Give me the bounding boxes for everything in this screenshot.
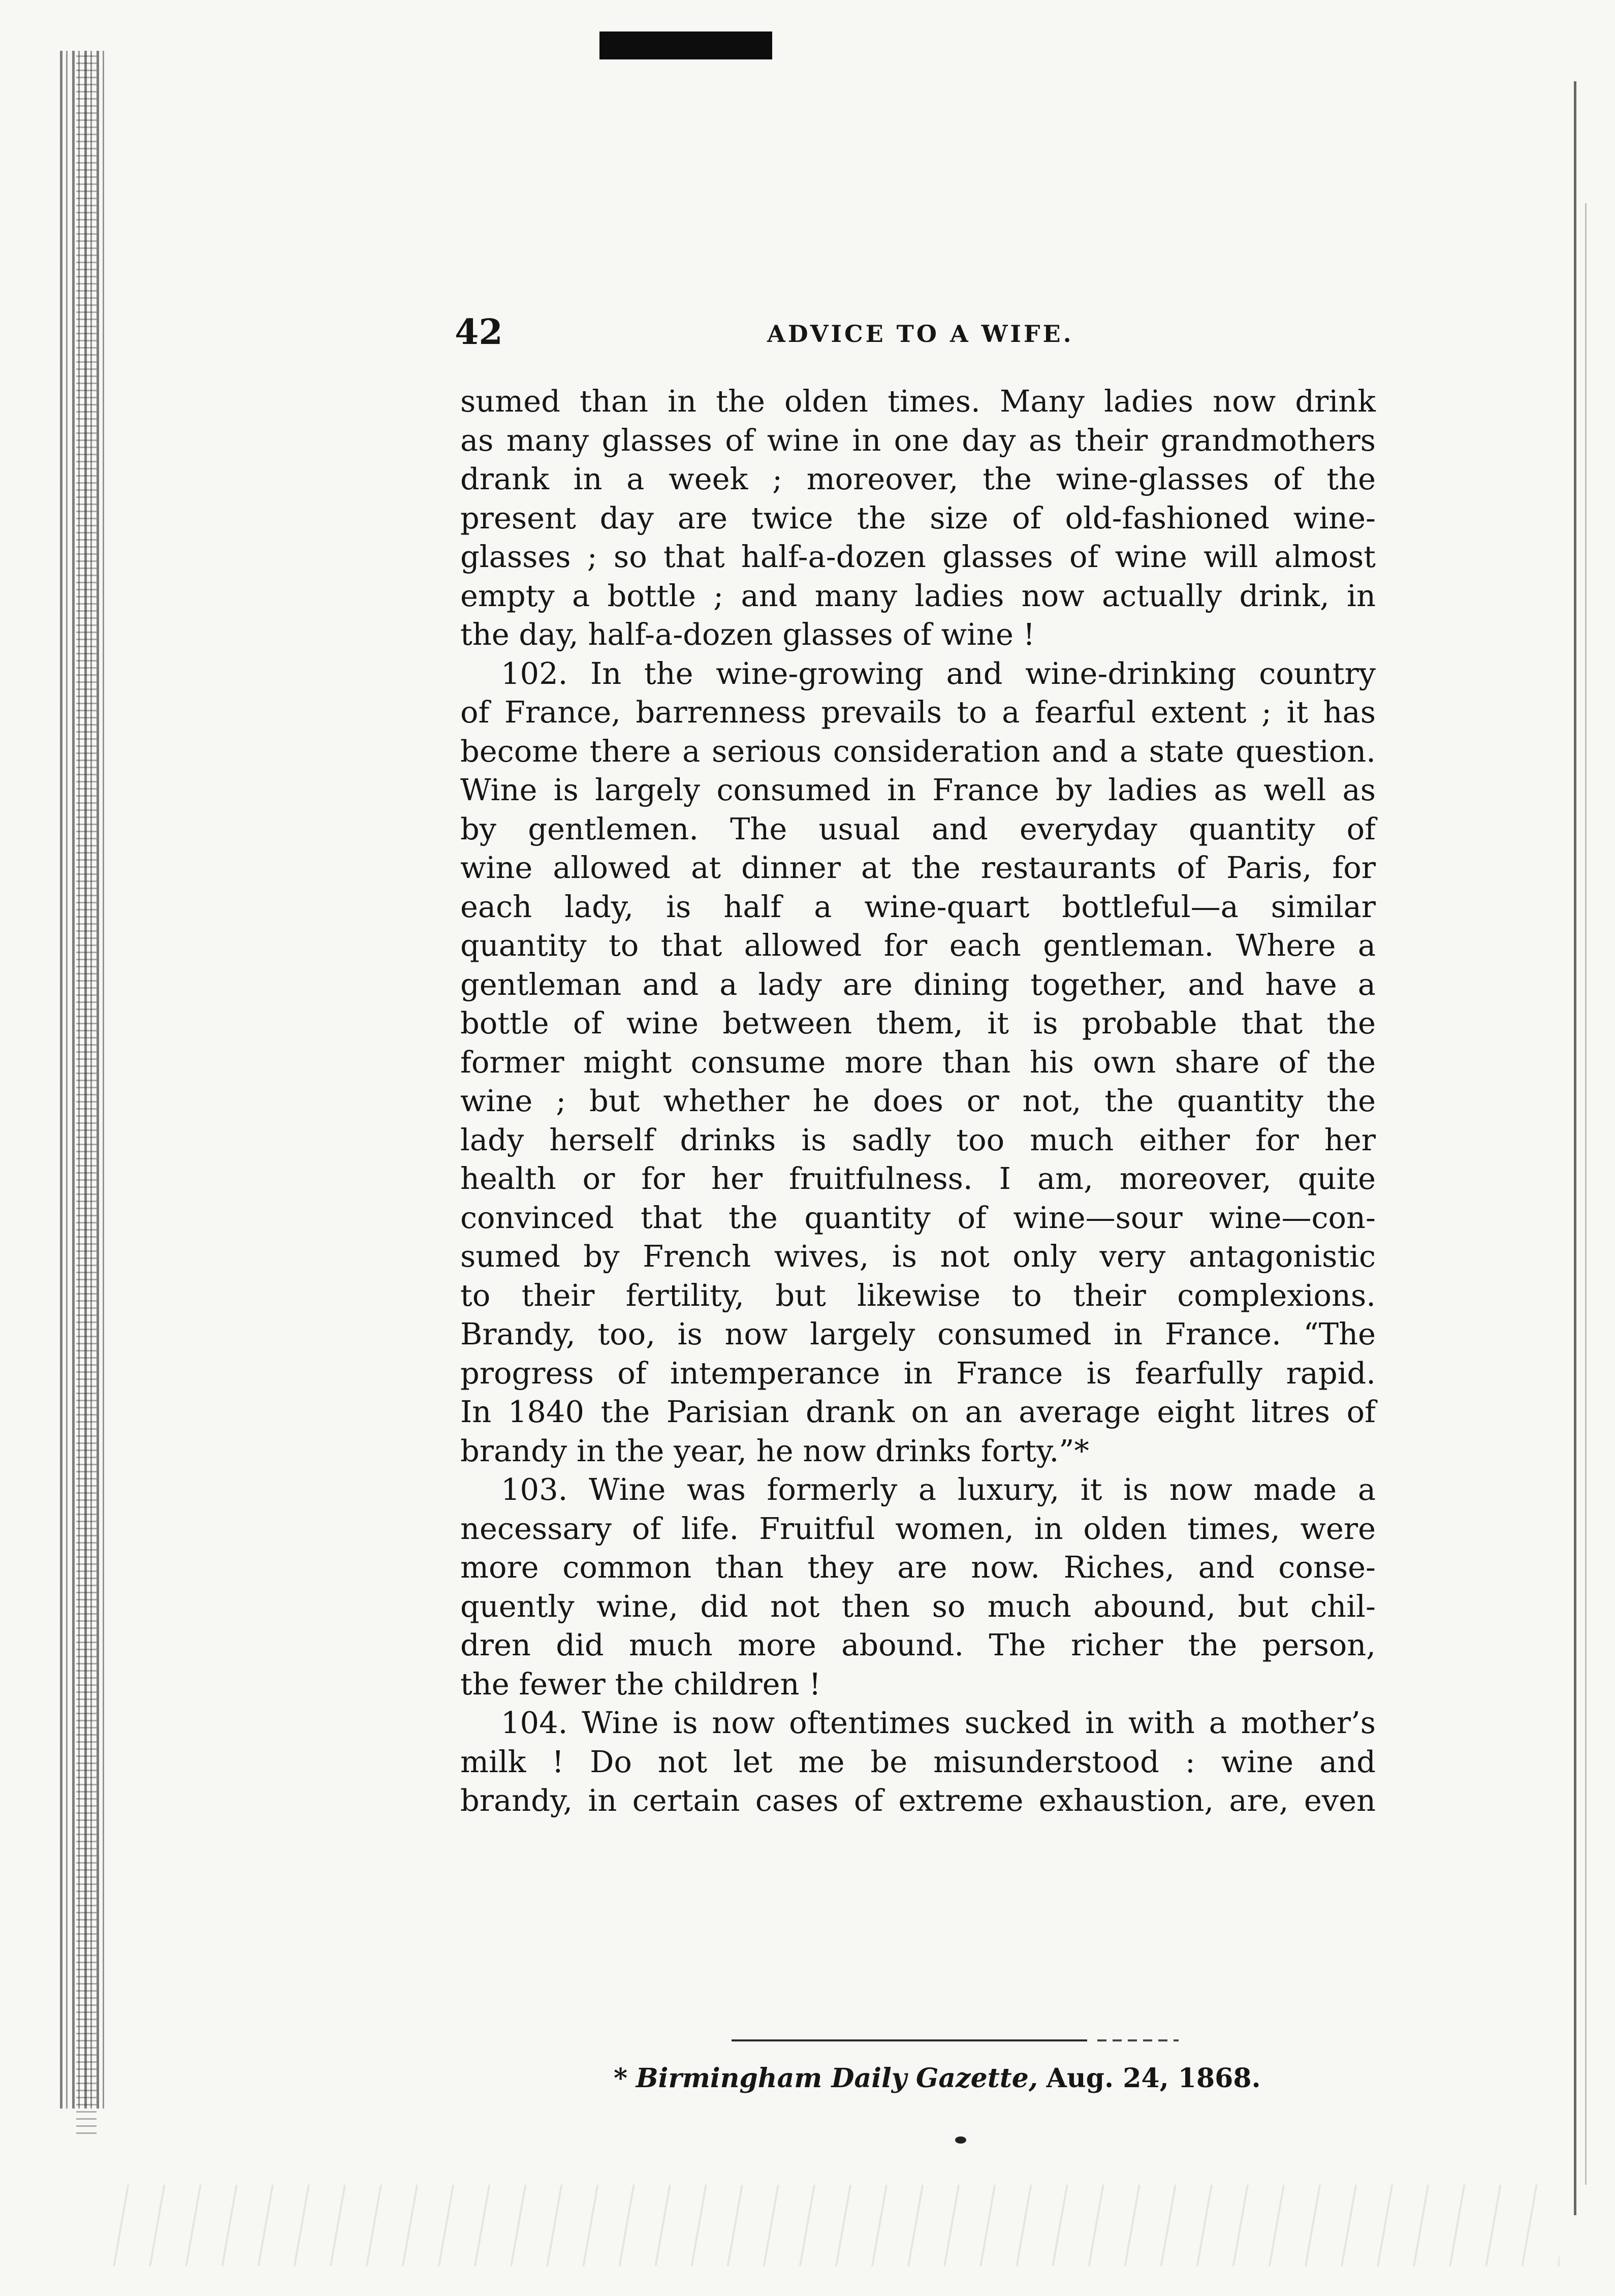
text-line: the fewer the children ! bbox=[460, 1666, 821, 1702]
text-line: In 1840 the Parisian drank on an average eight litres of bbox=[460, 1394, 1376, 1429]
page-edge-right bbox=[1574, 81, 1576, 2215]
text-line: wine ; but whether he does or not, the quantity the bbox=[460, 1083, 1376, 1118]
text-line: of France, barrenness prevails to a fearful extent ; it has bbox=[460, 695, 1376, 730]
text-line: each lady, is half a wine-quart bottleful—a similar bbox=[460, 889, 1376, 924]
page-edge-right-shadow bbox=[1585, 203, 1587, 2185]
text-line: Brandy, too, is now largely consumed in France. “The bbox=[460, 1316, 1376, 1351]
text-line: 103. Wine was formerly a luxury, it is now made a bbox=[501, 1472, 1376, 1507]
text-line: convinced that the quantity of wine—sour wine—con- bbox=[460, 1200, 1376, 1235]
footnote-date: Aug. 24, 1868. bbox=[1046, 2063, 1261, 2094]
page-number: 42 bbox=[455, 312, 503, 353]
text-line: drank in a week ; moreover, the wine-glasses of the bbox=[460, 461, 1376, 496]
text-line: 102. In the wine-growing and wine-drinking country bbox=[501, 655, 1376, 691]
text-line: necessary of life. Fruitful women, in olden times, were bbox=[460, 1511, 1376, 1546]
text-line: Wine is largely consumed in France by ladies as well as bbox=[460, 772, 1376, 807]
paragraph-continuation bbox=[460, 382, 1376, 654]
scan-noise-bottom bbox=[112, 2185, 1560, 2266]
text-line: brandy in the year, he now drinks forty.”* bbox=[460, 1433, 1089, 1468]
footnote-rule bbox=[732, 2039, 1087, 2041]
text-line: quantity to that allowed for each gentleman. Where a bbox=[460, 928, 1376, 963]
ink-blot bbox=[955, 2136, 966, 2144]
text-line: former might consume more than his own share of the bbox=[460, 1044, 1376, 1080]
text-line: by gentlemen. The usual and everyday quantity of bbox=[460, 811, 1376, 846]
text-line: health or for her fruitfulness. I am, moreover, quite bbox=[460, 1161, 1376, 1196]
text-line: brandy, in certain cases of extreme exhaustion, are, even bbox=[460, 1783, 1376, 1818]
text-line: empty a bottle ; and many ladies now actually drink, in bbox=[460, 578, 1376, 613]
text-line: progress of intemperance in France is fearfully rapid. bbox=[460, 1355, 1376, 1391]
text-line: quently wine, did not then so much abound, but chil- bbox=[460, 1588, 1376, 1624]
text-line: dren did much more abound. The richer the person, bbox=[460, 1627, 1376, 1662]
scan-tape-mark bbox=[599, 32, 772, 59]
text-line: gentleman and a lady are dining together, and have a bbox=[460, 966, 1376, 1002]
body-text bbox=[460, 382, 1376, 1820]
text-line: 104. Wine is now oftentimes sucked in with a mother’s bbox=[501, 1705, 1376, 1740]
footnote-rule-dashed bbox=[1097, 2039, 1179, 2041]
text-line: milk ! Do not let me be misunderstood : wine and bbox=[460, 1744, 1376, 1779]
text-line: glasses ; so that half-a-dozen glasses of wine will almost bbox=[460, 539, 1376, 574]
text-line: more common than they are now. Riches, and conse- bbox=[460, 1550, 1376, 1585]
page-header bbox=[0, 312, 1615, 353]
footnote-source: Birmingham Daily Gazette, bbox=[636, 2063, 1038, 2094]
running-head: ADVICE TO A WIFE. bbox=[767, 320, 1074, 348]
paragraph-104 bbox=[460, 1704, 1376, 1820]
paragraph-103 bbox=[460, 1470, 1376, 1704]
footnote-marker: * bbox=[614, 2063, 628, 2094]
text-line: the day, half-a-dozen glasses of wine ! bbox=[460, 617, 1035, 652]
footnote bbox=[614, 2063, 1261, 2094]
text-line: to their fertility, but likewise to their complexions. bbox=[460, 1277, 1376, 1313]
text-line: become there a serious consideration and a state question. bbox=[460, 733, 1376, 769]
text-line: bottle of wine between them, it is probable that the bbox=[460, 1005, 1376, 1041]
text-line: as many glasses of wine in one day as their grandmothers bbox=[460, 422, 1376, 458]
text-line: sumed by French wives, is not only very antagonistic bbox=[460, 1239, 1376, 1274]
text-line: lady herself drinks is sadly too much either for her bbox=[460, 1122, 1376, 1157]
text-line: sumed than in the olden times. Many ladies now drink bbox=[460, 384, 1376, 419]
binding-edge-texture bbox=[76, 51, 97, 2134]
paragraph-102 bbox=[460, 654, 1376, 1471]
text-line: present day are twice the size of old-fashioned wine- bbox=[460, 500, 1376, 536]
text-line: wine allowed at dinner at the restaurants of Paris, for bbox=[460, 850, 1376, 885]
